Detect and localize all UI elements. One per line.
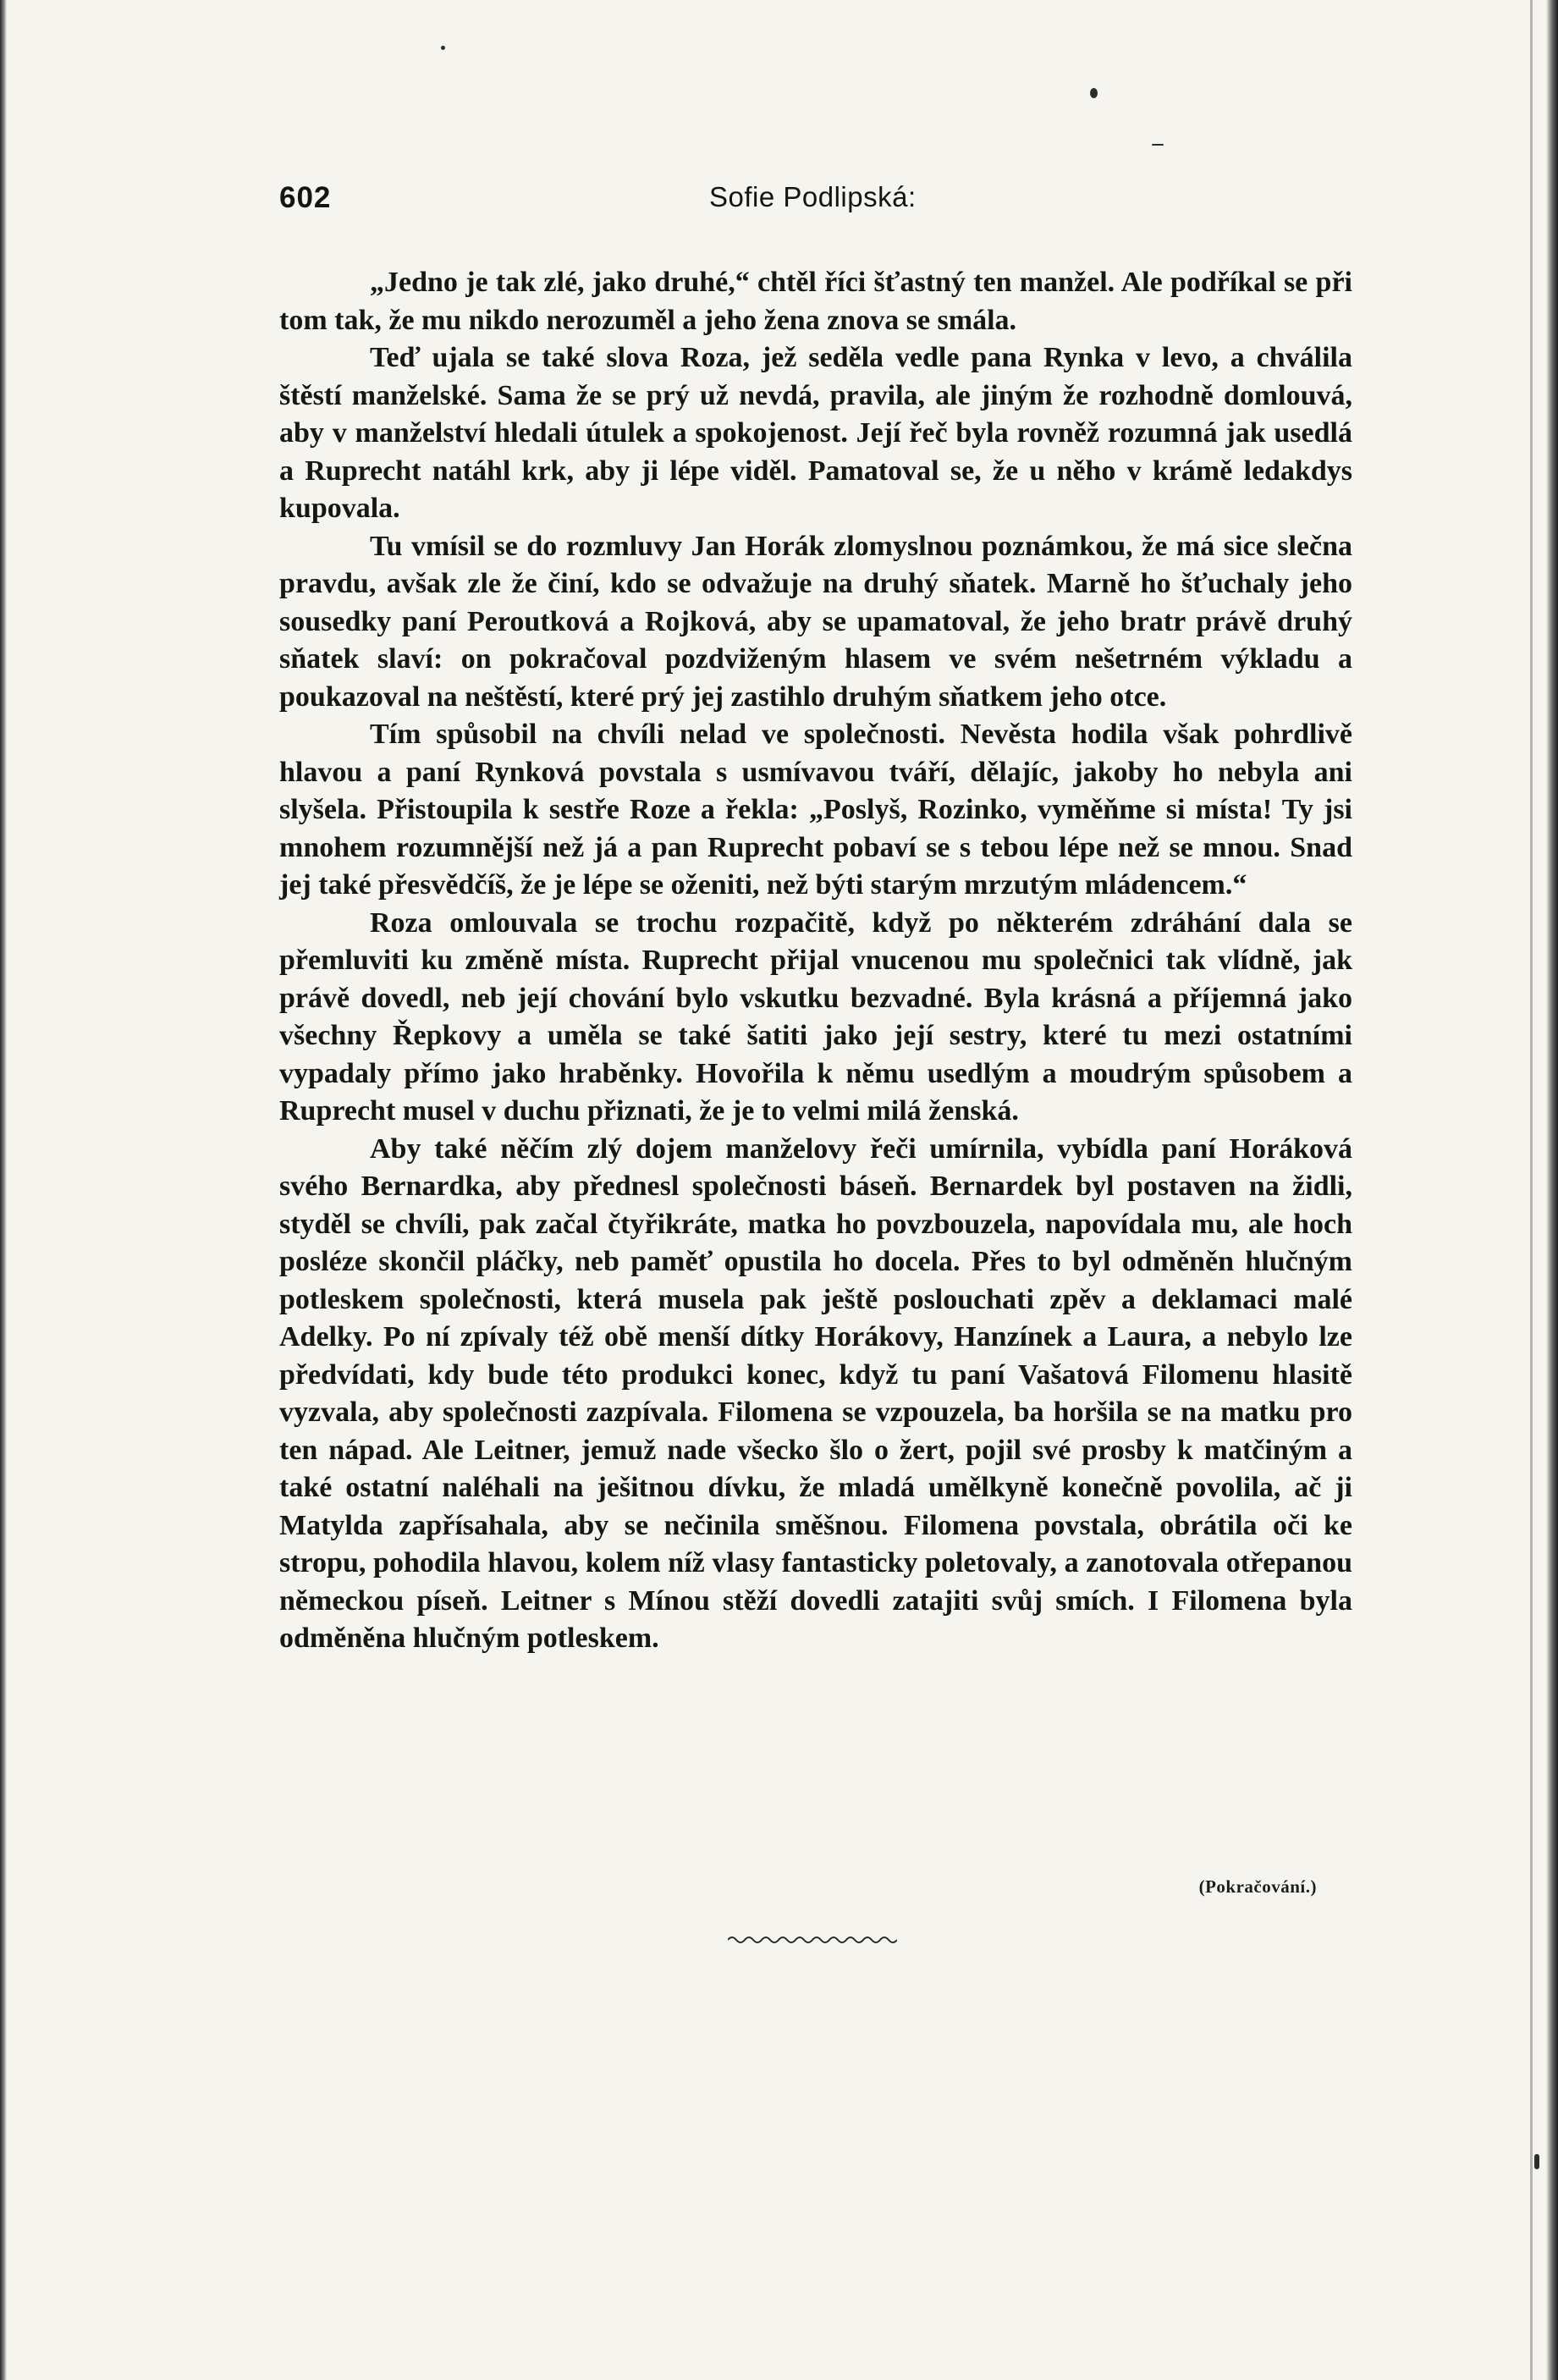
body-text (279, 264, 1352, 1658)
dust-speck (1090, 88, 1098, 98)
scan-edge-shadow (1530, 0, 1533, 2380)
wavy-divider-ornament (728, 1935, 897, 1945)
running-head: Sofie Podlipská: (709, 181, 917, 212)
paragraph: Teď ujala se také slova Roza, jež seděla vedle pana Rynka v levo, a chválila štěstí manželské. Sama že se prý už nevdá, pravila, ale jiným že rozhodně domlouvá, aby v manželství hledali útulek a spokojenost. Její řeč byla rovněž rozumná jak usedlá a Ruprecht natáhl krk, aby ji lépe viděl. Pamatoval se, že u něho v krámě ledakdys kupovala. (279, 342, 1352, 524)
page-header (279, 181, 1352, 218)
continuation-note: (Pokračování.) (1198, 1876, 1317, 1897)
paragraph: Tím spůsobil na chvíli nelad ve společnosti. Nevěsta hodila však pohrdlivě hlavou a paní Rynková povstala s usmívavou tváří, dělajíc, jakoby ho nebyla ani slyšela. Přistoupila k sestře Roze a řekla: „Poslyš, Rozinko, vyměňme si místa! Ty jsi mnohem rozumnější než já a pan Ruprecht pobaví se s tebou lépe než se mnou. Snad jej také přesvědčíš, že je lépe se oženiti, než býti starým mrzutým mládencem.“ (279, 719, 1352, 901)
dust-speck (1534, 2154, 1539, 2169)
paragraph: Tu vmísil se do rozmluvy Jan Horák zlomyslnou poznámkou, že má sice slečna pravdu, avšak zle že činí, kdo se odvažuje na druhý sňatek. Marně ho šťuchaly jeho sousedky paní Peroutková a Rojková, aby se upamatoval, že jeho bratr právě druhý sňatek slaví: on pokračoval pozdviženým hlasem ve svém nešetrném výkladu a poukazoval na neštěstí, které prý jej zastihlo druhým sňatkem jeho otce. (279, 530, 1352, 713)
paragraph: Aby také něčím zlý dojem manželovy řeči umírnila, vybídla paní Horáková svého Bernardka, aby přednesl společnosti báseň. Bernardek byl postaven na židli, styděl se chvíli, pak začal čtyřikráte, matka ho povzbouzela, napovídala mu, ale hoch posléze skončil pláčky, neb paměť opustila ho docela. Přes to byl odměněn hlučným potleskem společnosti, která musela pak ještě poslouchati zpěv a deklamaci malé Adelky. Po ní zpívaly též obě menší dítky Horákovy, Hanzínek a Laura, a nebylo lze předvídati, kdy bude této produkci konec, když tu paní Vašatová Filomenu hlasitě vyzvala, aby společnosti zazpívala. Filomena se vzpouzela, ba horšila se na matku pro ten nápad. Ale Leitner, jemuž nade všecko šlo o žert, pojil své prosby k matčiným a také ostatní naléhali na ješitnou dívku, že mladá umělkyně konečně povolila, ač ji Matylda zapřísahala, aby se nečinila směšnou. Filomena povstala, obrátila oči ke stropu, pohodila hlavou, kolem níž vlasy fantasticky poletovaly, a zanotovala otřepanou německou píseň. Leitner s Mínou stěží dovedli zatajiti svůj smích. I Filomena byla odměněna hlučným potleskem. (279, 1132, 1352, 1654)
paragraph: „Jedno je tak zlé, jako druhé,“ chtěl říci šťastný ten manžel. Ale podříkal se při tom tak, že mu nikdo nerozuměl a jeho žena znova se smála. (279, 267, 1352, 336)
paragraph: Roza omlouvala se trochu rozpačitě, když po některém zdráhání dala se přemluviti ku změně místa. Ruprecht přijal vnucenou mu společnici tak vlídně, jak právě dovedl, neb její chování bylo vskutku bezvadné. Byla krásná a příjemná jako všechny Řepkovy a uměla se také šatiti jako její sestry, které tu mezi ostatními vypadaly přímo jako hraběnky. Hovořila k němu usedlým a moudrým spůsobem a Ruprecht musel v duchu přiznati, že je to velmi milá ženská. (279, 906, 1352, 1127)
dust-speck (441, 46, 445, 50)
scan-edge-left (0, 0, 7, 2380)
scan-edge-right (1546, 0, 1558, 2380)
dust-speck (1152, 144, 1164, 146)
page-number: 602 (279, 181, 332, 214)
